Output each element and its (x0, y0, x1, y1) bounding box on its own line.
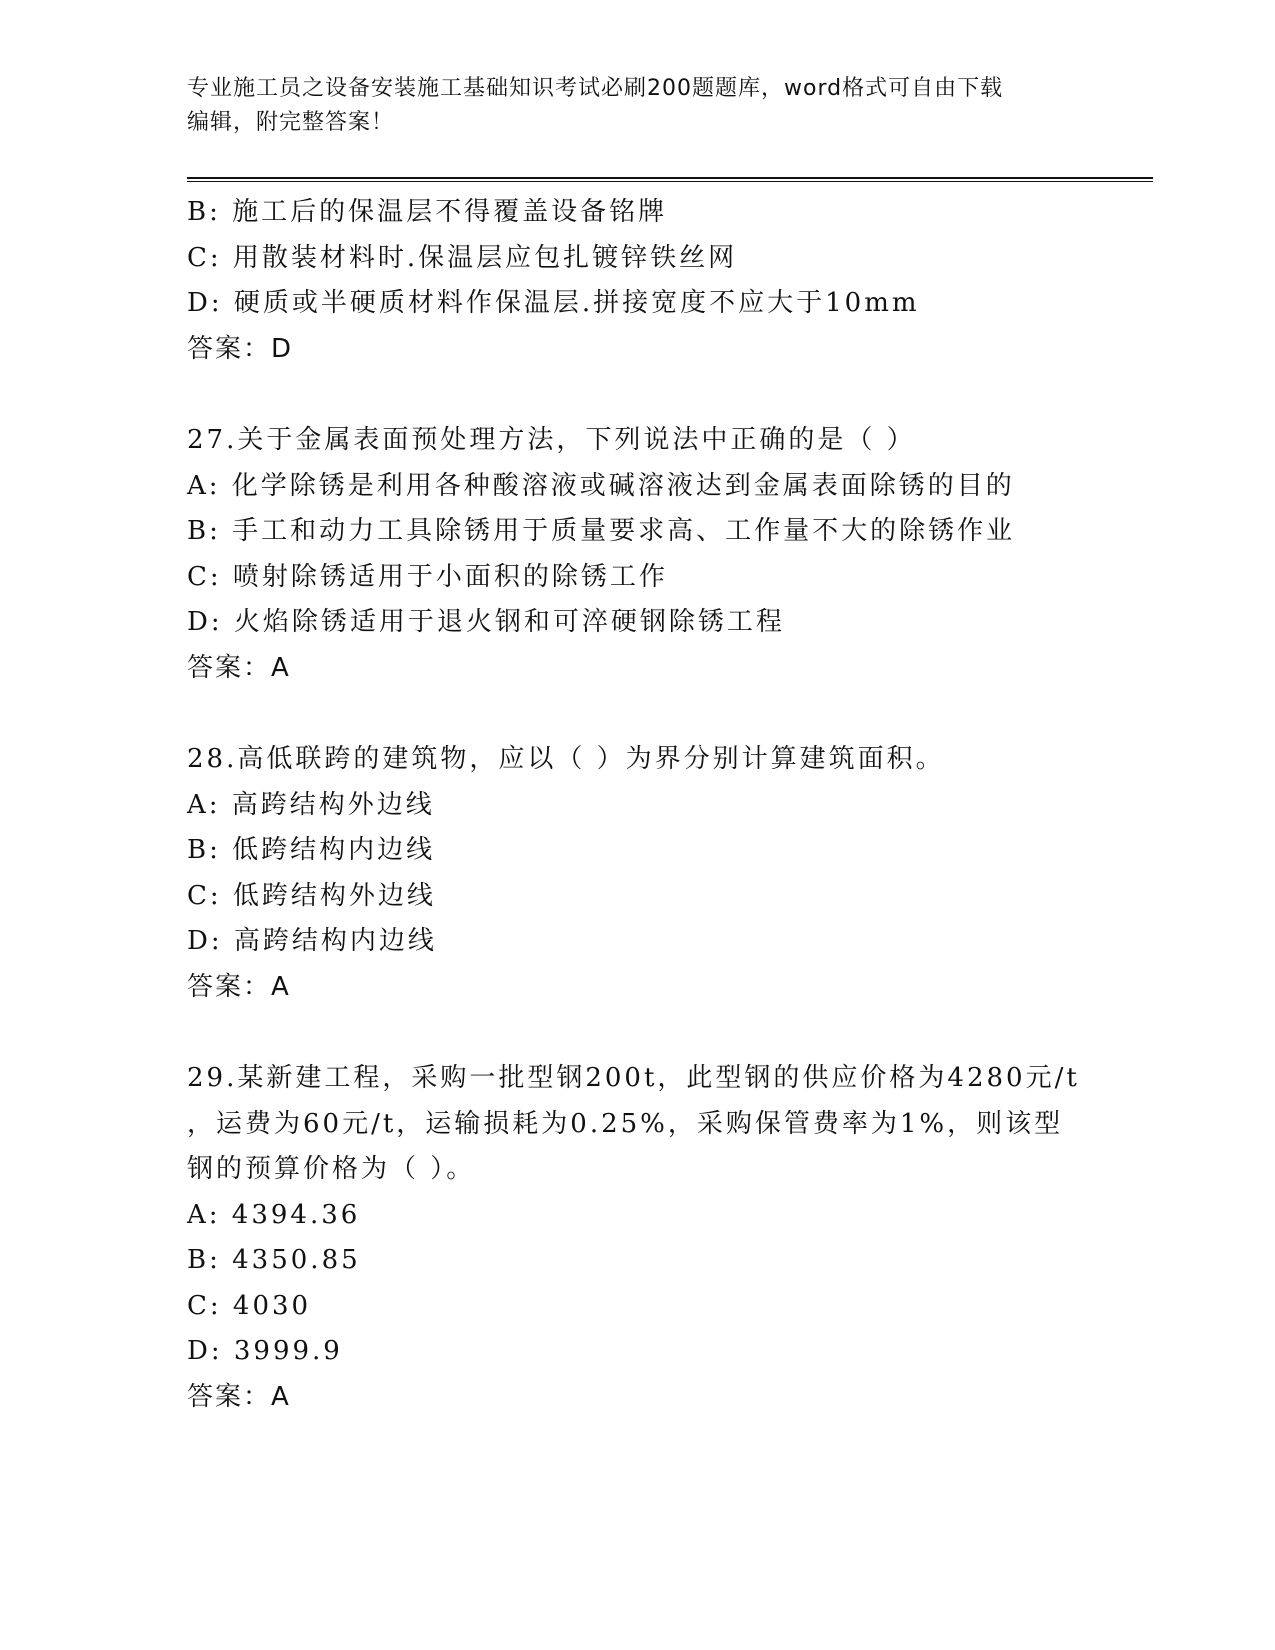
option-d: D: 3999.9 (187, 1336, 343, 1366)
question-stem-line2: ，运费为60元/t，运输损耗为0.25%，采购保管费率为1%，则该型 (187, 1108, 1064, 1139)
option-d: D: 高跨结构内边线 (187, 926, 437, 956)
document-header (187, 72, 1087, 140)
option-b: B: 低跨结构内边线 (187, 835, 436, 865)
question-26-tail (187, 190, 1087, 372)
answer: 答案：A (187, 652, 291, 683)
header-title-line2: 编辑，附完整答案！ (187, 110, 395, 135)
question-28 (187, 737, 1087, 1010)
answer: 答案：A (187, 971, 291, 1002)
option-c: C: 低跨结构外边线 (187, 880, 436, 911)
question-27 (187, 418, 1087, 691)
option-b: B: 施工后的保温层不得覆盖设备铭牌 (187, 197, 668, 227)
option-d: D: 火焰除锈适用于退火钢和可淬硬钢除锈工程 (187, 607, 785, 637)
question-stem-line3: 钢的预算价格为（ ）。 (187, 1154, 476, 1184)
header-rule-thin (187, 181, 1153, 182)
option-a: A: 化学除锈是利用各种酸溶液或碱溶液达到金属表面除锈的目的 (187, 470, 1015, 501)
option-c: C: 4030 (187, 1290, 312, 1321)
question-list (187, 190, 1087, 1420)
header-rule-thick (187, 177, 1153, 179)
option-d: D: 硬质或半硬质材料作保温层.拼接宽度不应大于10mm (187, 288, 920, 318)
option-a: A: 高跨结构外边线 (187, 789, 435, 820)
answer: 答案：A (187, 1381, 291, 1412)
option-a: A: 4394.36 (187, 1199, 361, 1230)
question-29 (187, 1056, 1087, 1420)
option-c: C: 喷射除锈适用于小面积的除锈工作 (187, 561, 668, 592)
question-stem-line1: 29.某新建工程，采购一批型钢200t，此型钢的供应价格为4280元/t (187, 1063, 1080, 1093)
answer: 答案：D (187, 333, 294, 364)
question-stem: 27.关于金属表面预处理方法，下列说法中正确的是（ ） (187, 425, 916, 455)
header-title-line1: 专业施工员之设备安装施工基础知识考试必刷200题题库，word格式可自由下载 (187, 76, 1004, 101)
option-b: B: 手工和动力工具除锈用于质量要求高、工作量不大的除锈作业 (187, 516, 1016, 546)
option-c: C: 用散装材料时.保温层应包扎镀锌铁丝网 (187, 242, 738, 273)
option-b: B: 4350.85 (187, 1245, 361, 1275)
question-stem: 28.高低联跨的建筑物，应以（ ）为界分别计算建筑面积。 (187, 744, 945, 774)
